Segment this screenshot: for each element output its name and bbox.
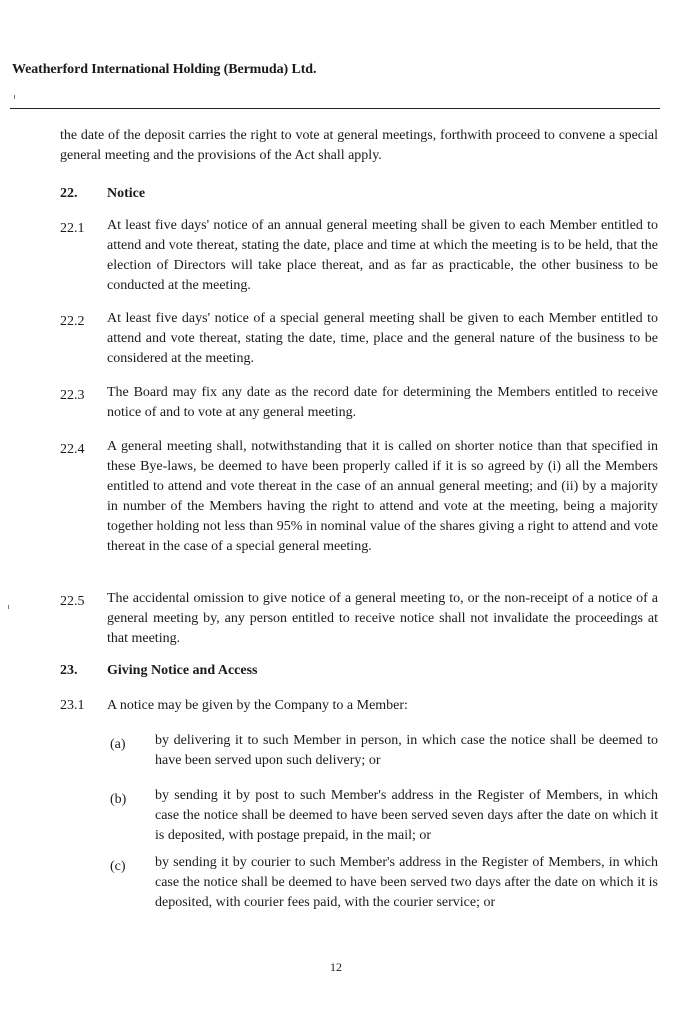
- section-heading: Notice: [107, 186, 146, 201]
- subclause-text: by sending it by post to such Member's address in the Register of Members, in which case the notice shall be deemed to have been served seven days after the date on which it is deposited, with postage prepaid, in the mail; or: [155, 788, 658, 843]
- clause-text: At least five days' notice of an annual general meeting shall be given to each Member entitled to attend and vote thereat, stating the date, place and time at which the meeting is to be held, that the election of Directors will take place thereat, and as far as practicable, the other business to be conducted at the meeting.: [107, 218, 658, 293]
- clause-text: A notice may be given by the Company to a Member:: [107, 698, 408, 713]
- subclause-label: (c): [110, 859, 126, 874]
- clause-number: 22.4: [60, 442, 85, 457]
- scan-speck: [8, 605, 9, 609]
- section-heading: Giving Notice and Access: [107, 663, 258, 678]
- subclause-label: (a): [110, 737, 126, 752]
- clause-text: A general meeting shall, notwithstanding that it is called on shorter notice than that specified in these Bye-laws, be deemed to have been properly called if it is so agreed by (i) all the Members entitled to attend and vote thereat in the case of an annual general meeting; and (ii) by a majority in number of the Members having the right to attend and vote at the meeting, being a majority together holding not less than 95% in nominal value of the shares giving a right to attend and vote thereat in the case of a special general meeting.: [107, 439, 658, 554]
- section-number: 22.: [60, 186, 78, 201]
- continuation-paragraph: the date of the deposit carries the right to vote at general meetings, forthwith proceed to convene a special general meeting and the provisions of the Act shall apply.: [60, 128, 658, 163]
- clause-text: The accidental omission to give notice of a general meeting to, or the non-receipt of a notice of a general meeting by, any person entitled to receive notice shall not invalidate the proceedings at that meeting.: [107, 591, 658, 646]
- clause-text: At least five days' notice of a special general meeting shall be given to each Member entitled to attend and vote thereat, stating the date, time, place and the general nature of the business to be considered at the meeting.: [107, 311, 658, 366]
- subclause-text: by delivering it to such Member in person, in which case the notice shall be deemed to have been served upon such delivery; or: [155, 733, 658, 768]
- clause-number: 22.1: [60, 221, 85, 236]
- subclause-label: (b): [110, 792, 127, 807]
- clause-number: 22.3: [60, 388, 85, 403]
- clause-text: The Board may fix any date as the record date for determining the Members entitled to receive notice of and to vote at any general meeting.: [107, 385, 658, 420]
- subclause-text: by sending it by courier to such Member's address in the Register of Members, in which case the notice shall be deemed to have been served two days after the date on which it is deposited, with courier fees paid, with the courier service; or: [155, 855, 658, 910]
- clause-number: 22.5: [60, 594, 85, 609]
- page-header-title: Weatherford International Holding (Bermuda) Ltd.: [12, 62, 317, 77]
- scan-speck: [14, 95, 15, 99]
- page-number: 12: [330, 960, 342, 974]
- clause-number: 22.2: [60, 314, 85, 329]
- clause-number: 23.1: [60, 698, 85, 713]
- section-number: 23.: [60, 663, 78, 678]
- header-rule: [10, 108, 660, 109]
